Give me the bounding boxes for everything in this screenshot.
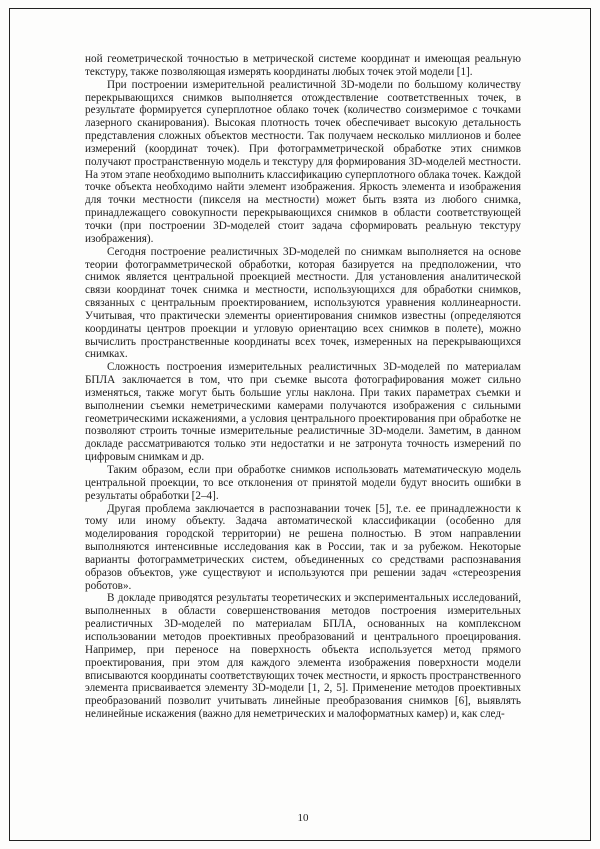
- text-block: [85, 53, 521, 721]
- page-number: 10: [297, 812, 309, 824]
- paragraph: Сложность построения измерительных реалистичных 3D-моделей по материалам БПЛА заключается в том, что при съемке высота фотографирования может сильно изменяться, также могут быть большие углы наклона. При таких параметрах съемки и выполнении съемки неметрическими камерами получаются изображения с сильными геометрическими искажениями, а условия центрального проектирования при обработке не позволяют строить точные измерительные реалистичные 3D-модели. Заметим, в данном докладе рассматриваются только эти недостатки и не затронута точность измерений по цифровым снимкам и др.: [85, 361, 521, 464]
- paragraph: Сегодня построение реалистичных 3D-моделей по снимкам выполняется на основе теории фотограмметрической обработки, которая базируется на предположении, что снимок является центральной проекцией местности. Для установления аналитической связи координат точек снимка и местности, использующихся для обработки снимков, связанных с центральным проектированием, используются уравнения коллинеарности. Учитывая, что практически элементы ориентирования снимков известны (определяются координаты центров проекции и угловую ориентацию всех снимков в полете), можно вычислить пространственные координаты всех точек, измеренных на перекрывающихся снимках.: [85, 245, 521, 361]
- paragraph: ной геометрической точностью в метрической системе координат и имеющая реальную текстуру, также позволяющая измерять координаты любых точек этой модели [1].: [85, 53, 521, 78]
- paragraph: Таким образом, если при обработке снимков использовать математическую модель центральной проекции, то все отклонения от принятой модели будут вносить ошибки в результаты обработки [2–4].: [85, 464, 521, 502]
- paragraph: Другая проблема заключается в распознавании точек [5], т.е. ее принадлежности к тому или иному объекту. Задача автоматической классификации (особенно для моделирования городской территории) не решена полностью. В этом направлении выполняются интенсивные исследования как в России, так и за рубежом. Некоторые варианты фотограмметрических систем, объединенных со средствами распознавания образов объектов, уже существуют и используются при решении задач «стереозрения роботов».: [85, 502, 521, 592]
- paragraph: При построении измерительной реалистичной 3D-модели по большому количеству перекрывающихся снимков выполняется отождествление соответственных точек, в результате формируется суперплотное облако точек (количество соизмеримое с точками лазерного сканирования). Высокая плотность точек обеспечивает высокую детальность представления сложных объектов местности. Так получаем несколько миллионов и более измерений (координат точек). При фотограмметрической обработке этих снимков получают пространственную модель и текстуру для формирования 3D-моделей местности. На этом этапе необходимо выполнить классификацию суперплотного облака точек. Каждой точке объекта необходимо найти элемент изображения. Яркость элемента и изображения для точки местности (пикселя на местности) может быть взята из любого снимка, принадлежащего совокупности перекрывающихся снимков в области соответствующей точки (при построении 3D-моделей стоит задача сформировать реальную текстуру изображения).: [85, 78, 521, 245]
- paragraph: В докладе приводятся результаты теоретических и экспериментальных исследований, выполненных в области совершенствования методов построения измерительных реалистичных 3D-моделей по материалам БПЛА, основанных на комплексном использовании методов проективных преобразований и центрального проецирования. Например, при переносе на поверхность объекта используется метод прямого проектирования, при этом для каждого элемента изображения поверхности модели вписываются координаты соответствующих точек местности, и яркость пространственного элемента присваивается элементу 3D-модели [1, 2, 5]. Применение методов проективных преобразований позволит учитывать линейные преобразования снимков [6], выявлять нелинейные искажения (важно для неметрических и малоформатных камер) и, как след-: [85, 592, 521, 721]
